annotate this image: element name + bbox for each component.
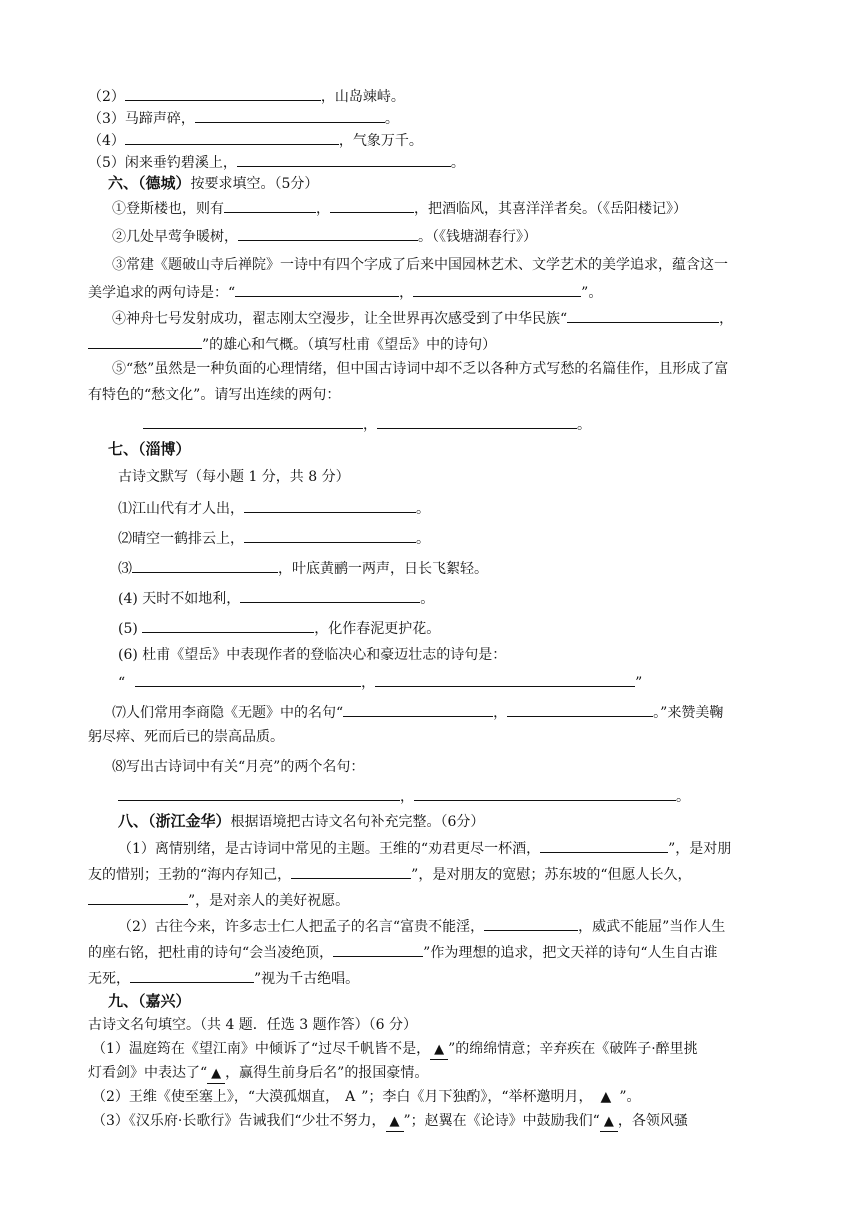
s7-q7-line1	[112, 702, 723, 722]
s9-q1-line1	[92, 1040, 698, 1060]
q-text: 的座右铭，把杜甫的诗句“会当凌绝顶，	[88, 945, 334, 961]
answer-blank[interactable]	[333, 942, 423, 957]
q-number: ⑶	[118, 561, 132, 577]
s8-q2-line3	[88, 968, 359, 988]
q-number: （2）	[88, 89, 125, 105]
s6-q5-line3	[143, 414, 591, 434]
q-text: 。	[577, 417, 591, 433]
s7-instr	[118, 468, 350, 486]
answer-blank[interactable]	[375, 672, 635, 687]
s7-q8	[112, 758, 364, 776]
s6-q5-line2	[88, 386, 340, 404]
q-text: ⑺人们常用李商隐《无题》中的名句“	[112, 705, 344, 721]
s9-q1-line2	[88, 1064, 428, 1084]
s7-q1	[118, 498, 430, 518]
s6-q4-line2	[88, 334, 496, 354]
q-text: ，	[719, 311, 734, 327]
q-text: ，	[363, 417, 377, 433]
answer-blank[interactable]	[237, 152, 451, 167]
s6-q3-line2	[88, 282, 602, 302]
answer-blank[interactable]	[135, 672, 361, 687]
answer-blank[interactable]	[118, 786, 400, 801]
answer-marker[interactable]: ▲	[600, 1089, 612, 1105]
s6-q1	[112, 198, 687, 218]
s8-q1-line3	[88, 890, 349, 910]
q-text: 。	[420, 591, 435, 607]
q-text: 灯看剑》中表达了“	[88, 1065, 208, 1081]
s8-title	[118, 812, 484, 831]
s7-q4	[118, 588, 434, 608]
answer-blank[interactable]	[88, 334, 202, 349]
s7-q5	[118, 618, 440, 638]
q-text: ，山岛竦峙。	[320, 89, 405, 105]
q-text: ⑵晴空一鹤排云上，	[118, 531, 244, 547]
answer-blank[interactable]	[414, 786, 676, 801]
answer-blank[interactable]	[235, 282, 399, 297]
s8-q1-line1	[118, 838, 731, 858]
answer-blank[interactable]	[238, 226, 418, 241]
q-text: ”	[635, 675, 643, 691]
q-text: ”视为千古绝唱。	[254, 971, 360, 987]
answer-blank[interactable]	[567, 308, 719, 323]
q-text: ”的绵绵情意；辛弃疾在《破阵子·醉里挑	[448, 1041, 698, 1057]
q-text: ，叶底黄鹂一两声，日长飞絮轻。	[278, 561, 488, 577]
q-text: （1）离情别绪，是古诗词中常见的主题。王维的“劝君更尽一杯酒，	[118, 841, 541, 857]
s8-q2-line1	[118, 916, 725, 936]
q-text: ①登斯楼也，则有	[112, 201, 224, 217]
answer-blank[interactable]	[240, 588, 420, 603]
answer-blank[interactable]	[343, 702, 493, 717]
s6-q3-line1	[112, 256, 728, 274]
section-heading: 九、（嘉兴）	[108, 992, 191, 1010]
q-text: （3）《汉乐府·长歌行》告诫我们“少壮不努力，	[92, 1113, 386, 1129]
q-text: （3）马蹄声碎，	[88, 111, 195, 127]
q-text: 有特色的“愁文化”。请写出连续的两句：	[88, 387, 341, 403]
q-text: (4) 天时不如地利，	[118, 591, 241, 607]
section-heading: 八、（浙江金华）	[118, 812, 231, 830]
q-text: ”；李白《月下独酌》，“举杯邀明月，	[361, 1089, 593, 1105]
answer-blank[interactable]	[195, 108, 385, 123]
answer-blank[interactable]	[377, 414, 577, 429]
q-text: ②几处早莺争暖树，	[112, 229, 238, 245]
q-text: 美学追求的两句诗是：“	[88, 285, 236, 301]
answer-marker[interactable]: ▲	[430, 1041, 448, 1060]
s6-q5-line1	[112, 360, 728, 378]
q-text: (6) 杜甫《望岳》中表现作者的登临决心和豪迈壮志的诗句是：	[118, 647, 507, 663]
s7-q6	[118, 646, 506, 664]
section-instruction: 古诗文名句填空。（共 4 题．任选 3 题作答）（6 分）	[88, 1017, 417, 1033]
q-text: 。	[450, 155, 465, 171]
q-text: ③常建《题破山寺后禅院》一诗中有四个字成了后来中国园林艺术、文学艺术的美学追求，蕴含这一	[112, 257, 728, 273]
s5-q2	[88, 86, 405, 106]
q-text: ”，是对朋友的宽慰；苏东坡的“但愿人长久，	[411, 867, 692, 883]
s8-q1-line2	[88, 864, 692, 884]
q-text: 。（《钱塘湖春行》）	[418, 229, 537, 245]
section-instruction: 根据语境把古诗文名句补充完整。（6分）	[230, 814, 485, 830]
s7-q6-answer	[118, 672, 642, 692]
s7-q8-answer	[118, 786, 690, 806]
s7-title	[108, 440, 191, 459]
q-text: ⑤“愁”虽然是一种负面的心理情绪，但中国古诗词中却不乏以各种方式写愁的名篇佳作，且形成了富	[112, 361, 729, 377]
s6-q2	[112, 226, 537, 246]
answer-marker[interactable]: ▲	[386, 1113, 404, 1132]
q-text: （1）温庭筠在《望江南》中倾诉了“过尽千帆皆不是，	[92, 1041, 431, 1057]
s7-q3	[118, 558, 488, 578]
q-number: （4）	[88, 133, 125, 149]
s7-q7-line2	[88, 728, 284, 746]
q-text: ④神舟七号发射成功，翟志刚太空漫步，让全世界再次感受到了中华民族“	[112, 311, 568, 327]
q-text: ”的雄心和气概。（填写杜甫《望岳》中的诗句）	[202, 337, 497, 353]
answer-blank[interactable]	[330, 198, 414, 213]
answer-marker[interactable]: ▲	[207, 1065, 225, 1084]
section-instruction: 古诗文默写（每小题 1 分，共 8 分）	[118, 469, 350, 485]
q-text: ，	[400, 789, 414, 805]
s8-q2-line2	[88, 942, 717, 962]
q-text: （5）闲来垂钓碧溪上，	[88, 155, 237, 171]
q-text: ，	[493, 705, 508, 721]
s5-q4	[88, 130, 423, 150]
answer-blank[interactable]	[142, 618, 314, 633]
answer-blank[interactable]	[130, 968, 254, 983]
section-instruction: 按要求填空。（5分）	[190, 176, 319, 192]
answer-blank[interactable]	[224, 198, 316, 213]
q-text: ，气象万千。	[338, 133, 423, 149]
answer-blank[interactable]	[143, 414, 363, 429]
q-text: （2）古往今来，许多志士仁人把孟子的名言“富贵不能淫，	[118, 919, 485, 935]
q-text: ，化作春泥更护花。	[314, 621, 441, 637]
s9-q3	[92, 1112, 688, 1132]
s5-q5	[88, 152, 465, 172]
answer-blank[interactable]	[125, 86, 321, 101]
s9-q2	[92, 1088, 640, 1106]
q-text: ⑴江山代有才人出，	[118, 501, 244, 517]
q-text: “	[118, 675, 126, 691]
s7-q2	[118, 528, 430, 548]
s9-title	[108, 992, 191, 1011]
answer-blank[interactable]	[507, 702, 653, 717]
q-text: 。”来赞美鞠	[653, 705, 724, 721]
q-text: ，威武不能屈”当作人生	[578, 919, 726, 935]
q-text: ”作为理想的追求，把文天祥的诗句“人生自古谁	[423, 945, 718, 961]
q-text: ”，是对朋	[668, 841, 732, 857]
q-text: ，各领风骚	[617, 1113, 688, 1129]
q-text: ，	[361, 675, 376, 691]
q-text: 。	[676, 789, 690, 805]
q-text: 友的惜别；王勃的“海内存知己，	[88, 867, 292, 883]
answer-blank[interactable]	[88, 890, 188, 905]
answer-marker[interactable]: ▲	[600, 1113, 618, 1132]
q-text: ”。	[619, 1089, 641, 1105]
q-number: (5)	[118, 621, 143, 637]
q-text: ，	[399, 285, 414, 301]
answer-blank[interactable]	[291, 864, 411, 879]
answer-blank[interactable]	[484, 916, 578, 931]
answer-marker[interactable]: A	[345, 1089, 356, 1105]
q-text: 。	[416, 531, 430, 547]
s5-q3	[88, 108, 399, 128]
q-text: ”，是对亲人的美好祝愿。	[188, 893, 350, 909]
answer-blank[interactable]	[244, 528, 416, 543]
answer-blank[interactable]	[132, 558, 278, 573]
answer-blank[interactable]	[244, 498, 416, 513]
q-text: 。	[416, 501, 430, 517]
q-text: ，	[316, 201, 330, 217]
section-heading: 六、（德城）	[108, 174, 191, 192]
s9-instr	[88, 1016, 417, 1034]
q-text: ”。	[581, 285, 603, 301]
answer-blank[interactable]	[125, 130, 339, 145]
s6-q4-line1	[112, 308, 733, 328]
q-text: （2）王维《使至塞上》，“大漠孤烟直，	[92, 1089, 340, 1105]
section-heading: 七、（淄博）	[108, 440, 191, 458]
q-text: 躬尽瘁、死而后已的崇高品质。	[88, 729, 284, 745]
answer-blank[interactable]	[413, 282, 581, 297]
q-text: 无死，	[88, 971, 130, 987]
q-text: ，赢得生前身后名”的报国豪情。	[225, 1065, 429, 1081]
s6-title	[108, 174, 318, 193]
q-text: ”；赵翼在《论诗》中鼓励我们“	[403, 1113, 600, 1129]
answer-blank[interactable]	[540, 838, 668, 853]
q-text: ⑻写出古诗词中有关“月亮”的两个名句：	[112, 759, 365, 775]
q-text: 。	[384, 111, 399, 127]
q-text: ，把酒临风，其喜洋洋者矣。（《岳阳楼记》）	[414, 201, 687, 217]
